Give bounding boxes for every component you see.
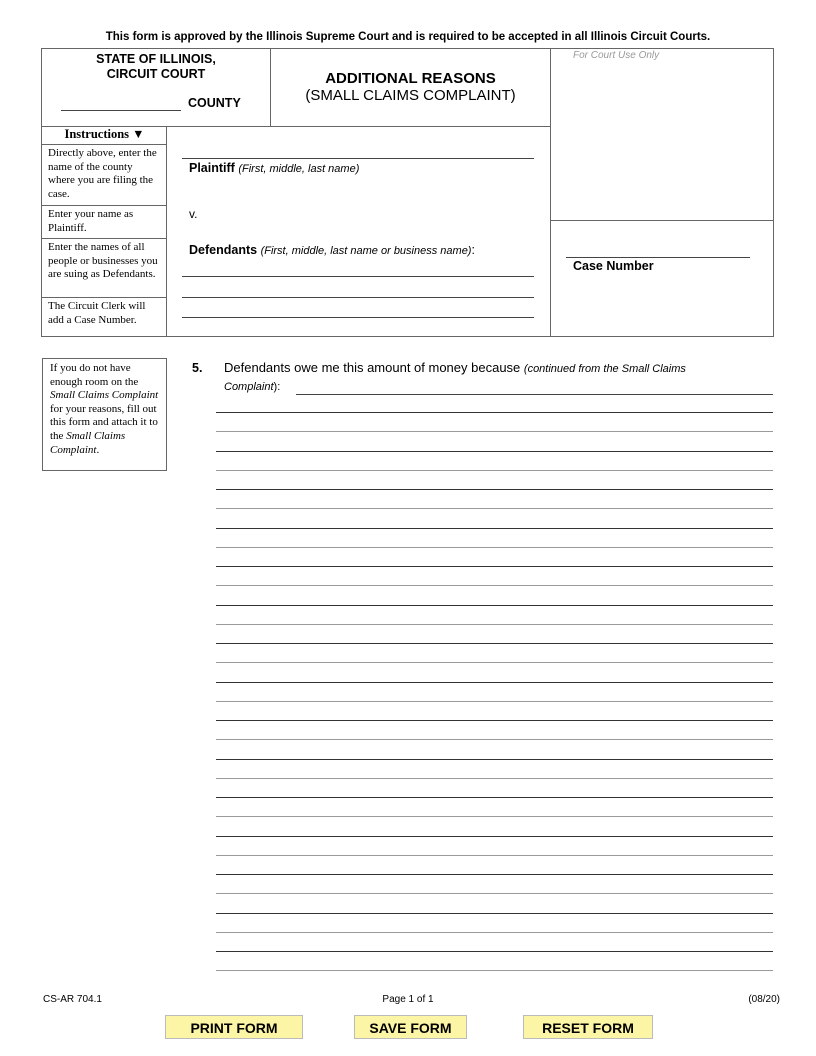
case-number-label: Case Number	[573, 259, 654, 273]
defendants-hint: (First, middle, last name or business name)	[260, 245, 472, 257]
reason-line[interactable]	[216, 739, 773, 740]
section5-text	[224, 360, 686, 375]
reason-line[interactable]	[216, 951, 773, 952]
section5-hint: Complaint	[224, 381, 274, 393]
colon: ):	[273, 381, 281, 393]
reason-line[interactable]	[216, 662, 773, 663]
section5-hint: (continued from the Small Claims	[523, 363, 686, 375]
save-form-button[interactable]: SAVE FORM	[354, 1015, 467, 1039]
reason-line[interactable]	[216, 451, 773, 452]
defendants-label	[189, 243, 475, 257]
reason-line[interactable]	[216, 932, 773, 933]
reason-line[interactable]	[216, 913, 773, 914]
county-label: COUNTY	[188, 96, 241, 110]
note-text: for your reasons, fill out this form and attach it to the	[50, 402, 158, 442]
reason-line[interactable]	[216, 412, 773, 413]
print-form-button[interactable]: PRINT FORM	[165, 1015, 303, 1039]
plaintiff-label-text: Plaintiff	[189, 161, 235, 175]
reason-line[interactable]	[216, 816, 773, 817]
instructions-header[interactable]	[42, 127, 167, 145]
versus-label: v.	[189, 207, 198, 221]
court-heading	[42, 52, 270, 82]
state-label: STATE OF ILLINOIS,	[96, 52, 216, 66]
note-text: .	[96, 443, 100, 456]
reasons-line-first[interactable]	[296, 380, 773, 395]
circuit-court-label: CIRCUIT COURT	[106, 67, 206, 81]
section5-label: Defendants owe me this amount of money because	[224, 360, 524, 375]
reason-line[interactable]	[216, 605, 773, 606]
plaintiff-label	[189, 161, 359, 175]
reason-line[interactable]	[216, 566, 773, 567]
instruction-item: Enter the names of all people or businesses you are suing as Defendants.	[42, 239, 167, 298]
note-italic: Small Claims Complaint	[50, 429, 126, 456]
approval-notice: This form is approved by the Illinois Supreme Court and is required to be accepted in all Illinois Circuit Courts.	[105, 31, 711, 43]
reason-line[interactable]	[216, 797, 773, 798]
instruction-item: Enter your name as Plaintiff.	[42, 206, 167, 239]
triangle-down-icon: ▼	[132, 127, 145, 141]
reason-line[interactable]	[216, 778, 773, 779]
section-number: 5.	[192, 361, 203, 375]
title-sub: (SMALL CLAIMS COMPLAINT)	[305, 87, 516, 104]
defendants-label-text: Defendants	[189, 243, 258, 257]
instruction-item: Directly above, enter the name of the county where you are filing the case.	[42, 145, 167, 206]
instruction-item: The Circuit Clerk will add a Case Number.	[48, 300, 146, 326]
plaintiff-hint: (First, middle, last name)	[238, 163, 360, 175]
reason-line[interactable]	[216, 470, 773, 471]
defendant-input-1[interactable]	[182, 256, 534, 277]
instructions-label: Instructions	[64, 127, 130, 141]
reason-line[interactable]	[216, 970, 773, 971]
reason-line[interactable]	[216, 855, 773, 856]
court-use-label: For Court Use Only	[573, 50, 660, 61]
reason-line[interactable]	[216, 836, 773, 837]
county-input[interactable]	[61, 86, 181, 111]
note-italic: Small Claims Complaint	[50, 389, 159, 402]
form-title	[271, 70, 550, 104]
note-text: If you do not have enough room on the	[50, 362, 139, 388]
reason-line[interactable]	[216, 489, 773, 490]
side-note	[42, 358, 167, 471]
page-number: Page 1 of 1	[382, 994, 434, 1005]
case-number-input[interactable]	[566, 240, 750, 258]
reason-line[interactable]	[216, 528, 773, 529]
reason-line[interactable]	[216, 720, 773, 721]
form-id: CS-AR 704.1	[43, 994, 102, 1005]
reason-line[interactable]	[216, 624, 773, 625]
reason-line[interactable]	[216, 547, 773, 548]
reason-line[interactable]	[216, 643, 773, 644]
reason-line[interactable]	[216, 682, 773, 683]
reason-line[interactable]	[216, 759, 773, 760]
divider	[550, 220, 774, 221]
colon: :	[471, 243, 475, 257]
reason-line[interactable]	[216, 431, 773, 432]
reason-line[interactable]	[216, 874, 773, 875]
defendant-input-3[interactable]	[182, 297, 534, 318]
divider	[550, 48, 551, 337]
revision-date: (08/20)	[748, 994, 780, 1005]
reason-line[interactable]	[216, 893, 773, 894]
reason-line[interactable]	[216, 585, 773, 586]
reason-line[interactable]	[216, 701, 773, 702]
defendant-input-2[interactable]	[182, 277, 534, 298]
reason-line[interactable]	[216, 508, 773, 509]
plaintiff-input[interactable]	[182, 138, 534, 159]
title-main: ADDITIONAL REASONS	[325, 70, 496, 87]
reset-form-button[interactable]: RESET FORM	[523, 1015, 653, 1039]
section5-text-cont	[224, 381, 280, 393]
